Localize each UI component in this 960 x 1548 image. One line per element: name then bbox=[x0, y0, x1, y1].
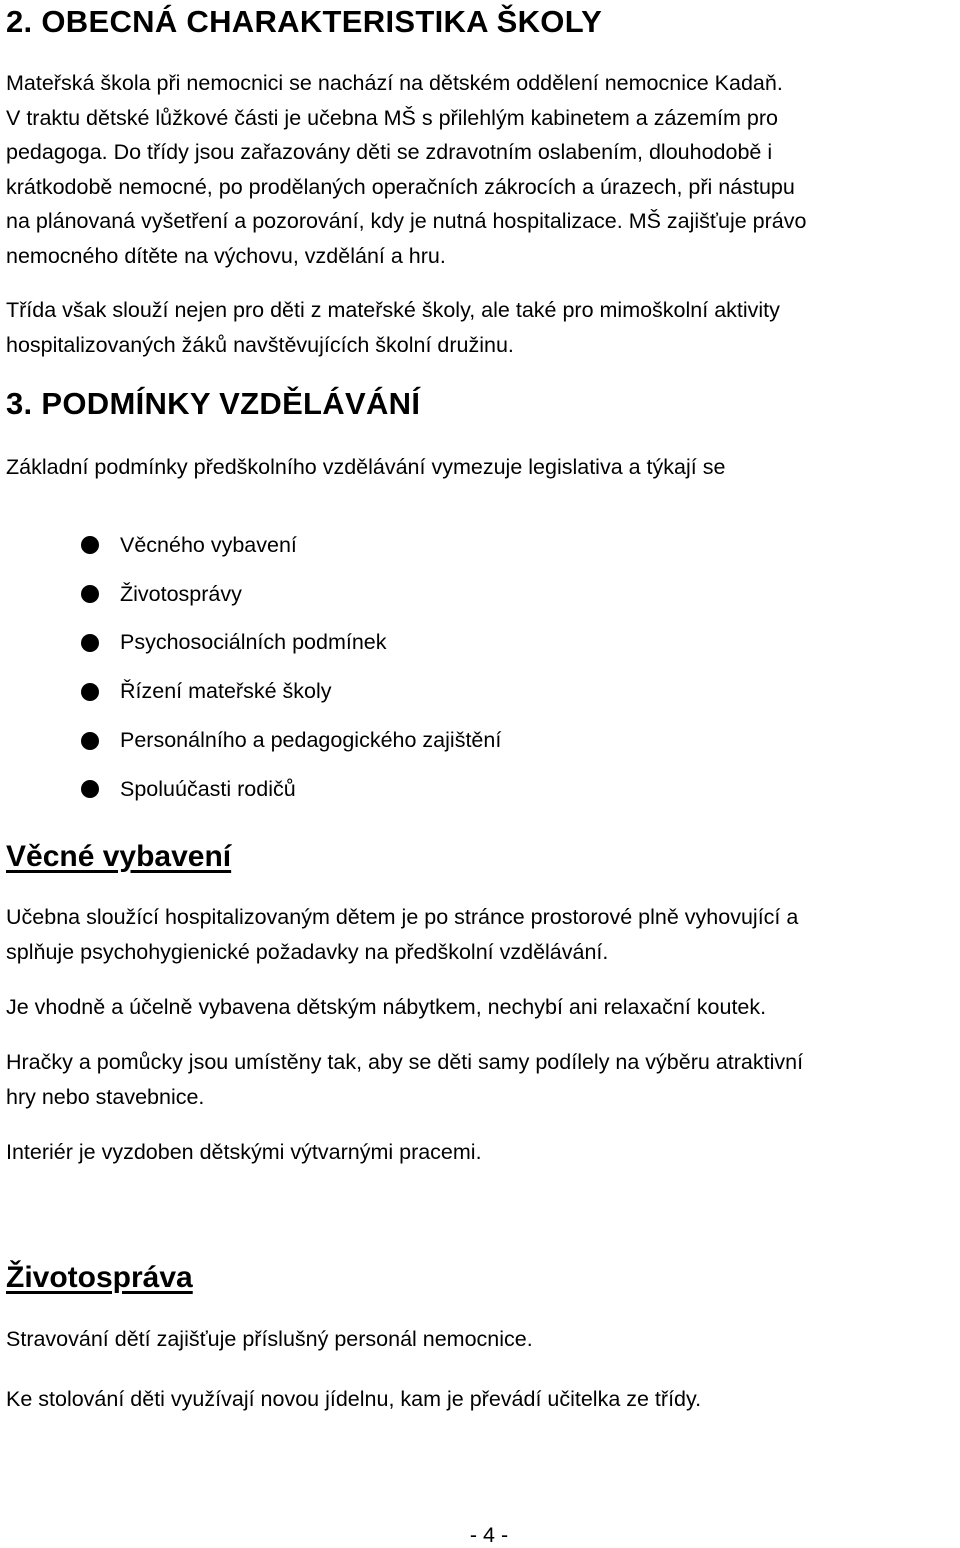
vecne-paragraph-1 bbox=[6, 900, 956, 969]
section-2-paragraph-1 bbox=[6, 66, 956, 273]
bullet-icon bbox=[81, 683, 99, 701]
text-line: krátkodobě nemocné, po prodělaných operačních zákrocích a úrazech, při nástupu bbox=[6, 174, 795, 199]
vecne-vybaveni-heading: Věcné vybavení bbox=[6, 840, 232, 873]
list-item bbox=[81, 570, 501, 619]
bullet-icon bbox=[81, 780, 99, 798]
zivotosprava-paragraph-2: Ke stolování děti využívají novou jídelnu, kam je převádí učitelka ze třídy. bbox=[6, 1387, 702, 1411]
text-line: hospitalizovaných žáků navštěvujících školní družinu. bbox=[6, 332, 514, 357]
list-item bbox=[81, 521, 501, 570]
list-item-label: Personálního a pedagogického zajištění bbox=[120, 728, 502, 753]
text-line: na plánovaná vyšetření a pozorování, kdy je nutná hospitalizace. MŠ zajišťuje právo bbox=[6, 209, 807, 233]
text-line: Mateřská škola při nemocnici se nachází na dětském oddělení nemocnice Kadaň. bbox=[6, 71, 783, 95]
list-item bbox=[81, 619, 501, 668]
page-number: - 4 - bbox=[469, 1523, 509, 1547]
section-2-heading: 2. OBECNÁ CHARAKTERISTIKA ŠKOLY bbox=[6, 4, 603, 39]
text-line: hry nebo stavebnice. bbox=[6, 1084, 205, 1109]
section-3-heading: 3. PODMÍNKY VZDĚLÁVÁNÍ bbox=[6, 386, 421, 421]
vecne-paragraph-2: Je vhodně a účelně vybavena dětským nábytkem, nechybí ani relaxační koutek. bbox=[6, 995, 767, 1019]
list-item-label: Spoluúčasti rodičů bbox=[120, 776, 296, 801]
list-item-label: Životosprávy bbox=[120, 581, 242, 606]
text-line: nemocného dítěte na výchovu, vzdělání a hru. bbox=[6, 243, 446, 268]
list-item-label: Řízení mateřské školy bbox=[120, 679, 332, 704]
section-3-intro: Základní podmínky předškolního vzdělávání vymezuje legislativa a týkají se bbox=[6, 455, 726, 479]
bullet-icon bbox=[81, 585, 99, 603]
list-item-label: Psychosociálních podmínek bbox=[120, 630, 387, 655]
text-line: pedagoga. Do třídy jsou zařazovány děti se zdravotním oslabením, dlouhodobě i bbox=[6, 140, 773, 164]
text-line: Učebna sloužící hospitalizovaným dětem je po stránce prostorové plně vyhovující a bbox=[6, 905, 799, 929]
conditions-list bbox=[81, 521, 501, 814]
bullet-icon bbox=[81, 634, 99, 652]
text-line: splňuje psychohygienické požadavky na předškolní vzdělávání. bbox=[6, 939, 609, 964]
zivotosprava-heading: Životospráva bbox=[6, 1261, 193, 1294]
text-line: Hračky a pomůcky jsou umístěny tak, aby se děti samy podílely na výběru atraktivní bbox=[6, 1050, 804, 1074]
bullet-icon bbox=[81, 732, 99, 750]
text-line: V traktu dětské lůžkové části je učebna MŠ s přilehlým kabinetem a zázemím pro bbox=[6, 105, 778, 130]
list-item bbox=[81, 765, 501, 814]
vecne-paragraph-4: Interiér je vyzdoben dětskými výtvarnými pracemi. bbox=[6, 1140, 482, 1164]
section-2-paragraph-2 bbox=[6, 293, 956, 362]
list-item bbox=[81, 667, 501, 716]
text-line: Třída však slouží nejen pro děti z mateřské školy, ale také pro mimoškolní aktivity bbox=[6, 298, 780, 322]
zivotosprava-paragraph-1: Stravování dětí zajišťuje příslušný personál nemocnice. bbox=[6, 1327, 533, 1351]
vecne-paragraph-3 bbox=[6, 1045, 956, 1114]
bullet-icon bbox=[81, 536, 99, 554]
list-item bbox=[81, 716, 501, 765]
list-item-label: Věcného vybavení bbox=[120, 532, 297, 557]
